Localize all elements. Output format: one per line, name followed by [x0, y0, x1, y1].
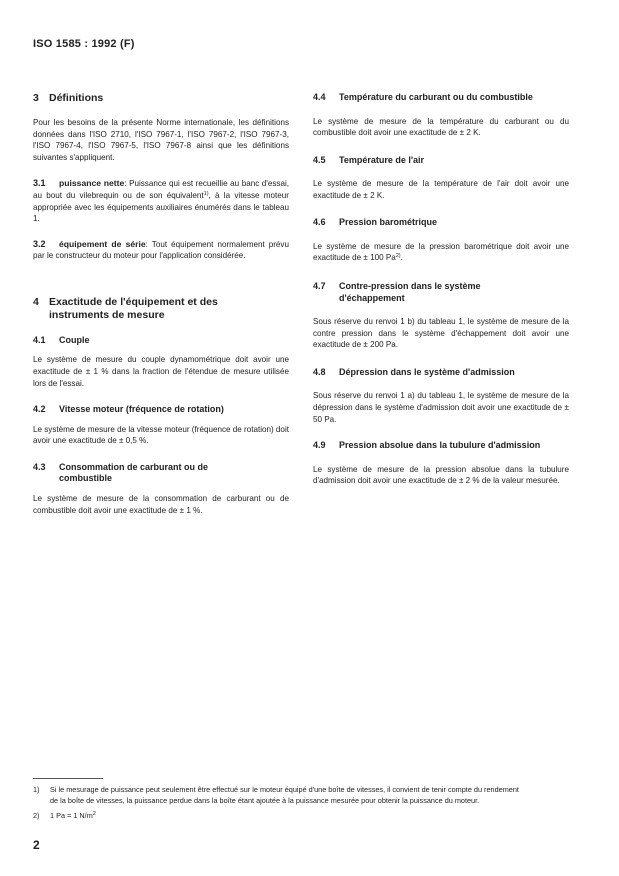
section-title-line1: Exactitude de l'équipement et des [49, 295, 218, 308]
definition-term: puissance nette [59, 178, 125, 189]
subsection-4-1-text: Le système de mesure du couple dynamométrique doit avoir une exactitude de ± 1 % dans la fraction de l'étendue de mesure utilisée lors de l'essai. [33, 355, 289, 388]
subsection-4-5-heading [313, 155, 569, 167]
definition-term: équipement de série [59, 238, 146, 249]
footnote-number: 1) [33, 785, 40, 794]
definition-3-1 [33, 178, 289, 224]
footnote-text-line1: Si le mesurage de puissance peut seulement être effectué sur le moteur équipé d'une boîte de vitesses, il convient de tenir compte du rendement [50, 785, 519, 794]
subsection-4-2-heading [33, 404, 289, 416]
subsection-number: 4.7 [313, 281, 326, 292]
subsection-4-1-heading [33, 335, 289, 347]
footnote-text-line2: de la boîte de vitesses, la puissance perdue dans la boîte étant ajoutée à la puissance mesurée pour obtenir la puissance du moteur. [50, 796, 480, 805]
subsection-4-6-heading [313, 217, 569, 229]
subsection-4-4-text: Le système de mesure de la température du carburant ou du combustible doit avoir une exactitude de ± 2 K. [313, 116, 569, 138]
subsection-number: 4.1 [33, 334, 46, 345]
subsection-4-8-heading [313, 367, 569, 379]
subsection-number: 4.8 [313, 366, 326, 377]
subsection-title-line2: d'échappement [339, 292, 405, 303]
subsection-4-3-text: Le système de mesure de la consommation de carburant ou de combustible doit avoir une exactitude de ± 1 %. [33, 493, 289, 515]
footnote-text: 1 Pa = 1 N/m [50, 811, 93, 820]
footnote-number: 2) [33, 811, 40, 820]
definition-number: 3.2 [33, 238, 46, 249]
subsection-4-4-heading [313, 92, 569, 104]
subsection-title: Pression barométrique [339, 217, 438, 228]
left-column [33, 92, 289, 516]
right-column [313, 92, 569, 487]
definition-number: 3.1 [33, 178, 46, 189]
subsection-number: 4.5 [313, 154, 326, 165]
footnote-1 [33, 784, 581, 806]
subsection-text: Le système de mesure de la pression barométrique doit avoir une exactitude de ± 100 Pa [313, 241, 569, 263]
definition-text-cont: , à la vitesse moteur appropriée avec les équipements auxiliaires énumérés dans le tableau 1. [33, 190, 289, 224]
section-3-heading [33, 92, 289, 105]
section-title-line2: instruments de mesure [49, 308, 165, 321]
footnote-divider [33, 778, 103, 779]
subsection-number: 4.2 [33, 404, 46, 415]
subsection-title: Température de l'air [339, 154, 425, 165]
subsection-4-7-text: Sous réserve du renvoi 1 b) du tableau 1, le système de mesure de la contre pression dans le système d'échappement doit avoir une exactitude de ± 200 Pa. [313, 317, 569, 350]
section-number: 3 [33, 92, 39, 104]
definition-text: : Tout équipement normalement prévu par le constructeur du moteur pour l'application considérée. [33, 239, 289, 261]
subsection-title-line1: Consommation de carburant ou de [59, 461, 209, 472]
subsection-title: Pression absolue dans la tubulure d'admission [339, 440, 541, 451]
footnote-superscript: 2 [92, 811, 96, 817]
section-number: 4 [33, 295, 39, 308]
subsection-title-line1: Contre-pression dans le système [339, 281, 481, 292]
subsection-title: Vitesse moteur (fréquence de rotation) [59, 404, 224, 415]
subsection-4-9-text: Le système de mesure de la pression absolue dans la tubulure d'admission doit avoir une exactitude de ± 2 % de la valeur mesurée. [313, 464, 569, 486]
definition-text: : Puissance qui est recueillie au banc d'essai, au bout du vilebrequin ou de son équivalent [33, 179, 289, 200]
section-3-intro: Pour les besoins de la présente Norme internationale, les définitions données dans l'ISO 2710, l'ISO 7967-1, l'ISO 7967-2, l'ISO 7967-3, l'ISO 7967-4, l'ISO 7967-5, l'ISO 7967-8 ainsi que les définitions suivantes s'appliquent. [33, 118, 289, 162]
subsection-4-7-heading [313, 281, 569, 304]
subsection-title: Couple [59, 334, 90, 345]
page-number: 2 [33, 838, 40, 852]
subsection-number: 4.9 [313, 440, 326, 451]
subsection-4-5-text: Le système de mesure de la température de l'air doit avoir une exactitude de ± 2 K. [313, 179, 569, 200]
footnote-ref: 2) [395, 253, 401, 260]
subsection-4-9-heading [313, 440, 569, 452]
subsection-title: Température du carburant ou du combustible [339, 92, 533, 102]
subsection-4-8-text: Sous réserve du renvoi 1 a) du tableau 1, le système de mesure de la dépression dans le système d'admission doit avoir une exactitude de ± 50 Pa. [313, 391, 569, 424]
subsection-title-line2: combustible [59, 473, 113, 484]
subsection-4-6-text [313, 241, 569, 264]
footnote-2 [33, 810, 581, 821]
subsection-4-3-heading [33, 462, 289, 485]
section-4-heading [33, 296, 289, 322]
subsection-number: 4.3 [33, 461, 46, 472]
footnote-ref: 1) [203, 190, 209, 197]
document-header: ISO 1585 : 1992 (F) [33, 38, 135, 50]
subsection-title: Dépression dans le système d'admission [339, 366, 515, 377]
subsection-number: 4.6 [313, 217, 326, 228]
subsection-4-2-text: Le système de mesure de la vitesse moteur (fréquence de rotation) doit avoir une exactitude de ± 0,5 %. [33, 424, 289, 446]
section-title: Définitions [49, 92, 104, 104]
subsection-number: 4.4 [313, 92, 326, 102]
definition-3-2 [33, 239, 289, 262]
subsection-text-end: . [400, 253, 403, 263]
